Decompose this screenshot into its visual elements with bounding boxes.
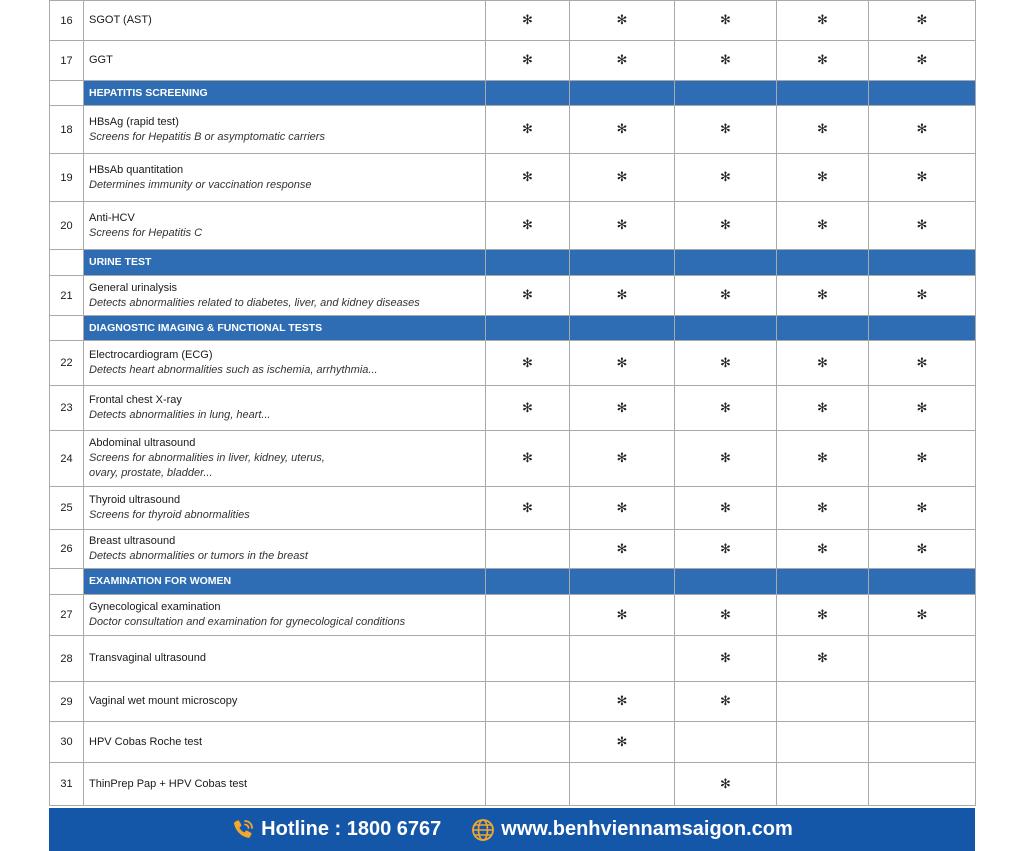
package-1-cell <box>486 386 570 431</box>
row-number: 27 <box>50 595 84 636</box>
package-2-cell <box>570 722 675 763</box>
test-note: Detects heart abnormalities such as ischemia, arrhythmia... <box>89 364 378 376</box>
included-mark-icon: ✻ <box>916 541 928 557</box>
test-note: Screens for abnormalities in liver, kidney, uterus, <box>89 452 325 464</box>
section-fill-cell <box>869 250 976 276</box>
included-mark-icon: ✻ <box>916 500 928 516</box>
package-2-cell <box>570 106 675 154</box>
test-note-continued: ovary, prostate, bladder... <box>89 467 213 479</box>
included-mark-icon: ✻ <box>916 355 928 371</box>
section-fill-cell <box>486 250 570 276</box>
section-header-row <box>50 316 976 341</box>
included-mark-icon: ✻ <box>720 607 731 623</box>
package-2-cell <box>570 487 675 530</box>
included-mark-icon: ✻ <box>616 218 628 233</box>
package-3-cell <box>675 431 777 487</box>
included-mark-icon: ✻ <box>616 607 628 623</box>
package-5-cell <box>869 106 976 154</box>
test-description-cell <box>84 722 486 763</box>
table-row <box>50 386 976 431</box>
package-5-cell <box>869 154 976 202</box>
package-4-cell <box>777 763 869 806</box>
package-1-cell <box>486 487 570 530</box>
row-number: 24 <box>50 431 84 487</box>
table-row <box>50 341 976 386</box>
test-name: SGOT (AST) <box>89 14 152 26</box>
website-text: www.benhviennamsaigon.com <box>501 818 793 840</box>
included-mark-icon: ✻ <box>916 451 928 466</box>
package-4-cell <box>777 682 869 722</box>
package-5-cell <box>869 386 976 431</box>
included-mark-icon: ✻ <box>720 13 731 28</box>
section-fill-cell <box>869 316 976 341</box>
section-number-cell <box>50 250 84 276</box>
section-fill-cell <box>777 250 869 276</box>
section-fill-cell <box>869 81 976 106</box>
included-mark-icon: ✻ <box>720 541 731 557</box>
package-4-cell <box>777 106 869 154</box>
table-row <box>50 487 976 530</box>
included-mark-icon: ✻ <box>522 288 533 303</box>
section-number-cell <box>50 316 84 341</box>
section-fill-cell <box>486 569 570 595</box>
included-mark-icon: ✻ <box>916 122 928 137</box>
section-fill-cell <box>486 81 570 106</box>
included-mark-icon: ✻ <box>616 170 628 185</box>
test-note: Screens for Hepatitis C <box>89 226 203 239</box>
included-mark-icon: ✻ <box>616 288 628 303</box>
table-row <box>50 763 976 806</box>
included-mark-icon: ✻ <box>916 400 928 416</box>
included-mark-icon: ✻ <box>916 218 928 233</box>
test-description-cell <box>84 154 486 202</box>
package-4-cell <box>777 1 869 41</box>
test-description-cell <box>84 530 486 569</box>
package-5-cell <box>869 41 976 81</box>
included-mark-icon: ✻ <box>720 451 731 466</box>
package-4-cell <box>777 154 869 202</box>
included-mark-icon: ✻ <box>720 122 731 137</box>
test-note: Determines immunity or vaccination response <box>89 178 312 191</box>
test-name: Breast ultrasound <box>89 535 176 547</box>
test-description-cell <box>84 763 486 806</box>
section-fill-cell <box>570 569 675 595</box>
row-number: 23 <box>50 386 84 431</box>
package-1-cell <box>486 202 570 250</box>
package-5-cell <box>869 431 976 487</box>
included-mark-icon: ✻ <box>817 355 828 371</box>
included-mark-icon: ✻ <box>616 541 628 557</box>
row-number: 26 <box>50 530 84 569</box>
included-mark-icon: ✻ <box>720 500 731 516</box>
included-mark-icon: ✻ <box>616 694 628 709</box>
globe-icon <box>471 818 495 842</box>
package-5-cell <box>869 202 976 250</box>
section-header-row <box>50 250 976 276</box>
package-5-cell <box>869 595 976 636</box>
included-mark-icon: ✻ <box>916 288 928 303</box>
test-description-cell <box>84 202 486 250</box>
included-mark-icon: ✻ <box>616 500 628 516</box>
included-mark-icon: ✻ <box>616 451 628 466</box>
test-description-cell <box>84 106 486 154</box>
package-2-cell <box>570 386 675 431</box>
section-fill-cell <box>570 316 675 341</box>
row-number: 18 <box>50 106 84 154</box>
test-description-cell <box>84 1 486 41</box>
package-1-cell <box>486 276 570 316</box>
table-row <box>50 106 976 154</box>
package-3-cell <box>675 154 777 202</box>
package-1-cell <box>486 682 570 722</box>
package-5-cell <box>869 341 976 386</box>
included-mark-icon: ✻ <box>817 170 828 185</box>
package-1-cell <box>486 341 570 386</box>
test-name: Vaginal wet mount microscopy <box>89 695 238 707</box>
included-mark-icon: ✻ <box>616 355 628 371</box>
package-4-cell <box>777 431 869 487</box>
included-mark-icon: ✻ <box>522 53 533 68</box>
test-name: General urinalysis <box>89 281 178 294</box>
test-name: Frontal chest X-ray <box>89 394 182 406</box>
section-header-row <box>50 569 976 595</box>
included-mark-icon: ✻ <box>522 400 533 416</box>
package-3-cell <box>675 636 777 682</box>
package-1-cell <box>486 154 570 202</box>
package-3-cell <box>675 1 777 41</box>
section-number-cell <box>50 81 84 106</box>
test-name: GGT <box>89 54 113 66</box>
test-note: Detects abnormalities related to diabetes, liver, and kidney diseases <box>89 296 420 309</box>
included-mark-icon: ✻ <box>522 13 533 28</box>
included-mark-icon: ✻ <box>720 288 731 303</box>
test-name: Thyroid ultrasound <box>89 494 181 506</box>
website-link[interactable] <box>471 818 793 842</box>
package-3-cell <box>675 763 777 806</box>
section-fill-cell <box>570 81 675 106</box>
package-1-cell <box>486 763 570 806</box>
included-mark-icon: ✻ <box>522 451 533 466</box>
test-name: HBsAg (rapid test) <box>89 115 179 128</box>
package-5-cell <box>869 1 976 41</box>
package-3-cell <box>675 530 777 569</box>
package-1-cell <box>486 722 570 763</box>
test-name: Abdominal ultrasound <box>89 437 196 449</box>
package-5-cell <box>869 722 976 763</box>
included-mark-icon: ✻ <box>720 400 731 416</box>
table-body <box>50 1 976 806</box>
included-mark-icon: ✻ <box>720 53 731 68</box>
table-row <box>50 41 976 81</box>
footer-bar <box>49 808 975 851</box>
table-row <box>50 722 976 763</box>
package-2-cell <box>570 431 675 487</box>
section-title: DIAGNOSTIC IMAGING & FUNCTIONAL TESTS <box>84 316 486 341</box>
included-mark-icon: ✻ <box>817 218 828 233</box>
test-note: Screens for Hepatitis B or asymptomatic carriers <box>89 130 325 143</box>
included-mark-icon: ✻ <box>522 500 533 516</box>
package-2-cell <box>570 636 675 682</box>
included-mark-icon: ✻ <box>817 13 828 28</box>
test-note: Detects abnormalities in lung, heart... <box>89 409 271 421</box>
section-fill-cell <box>570 250 675 276</box>
package-2-cell <box>570 530 675 569</box>
package-3-cell <box>675 341 777 386</box>
package-4-cell <box>777 530 869 569</box>
package-5-cell <box>869 763 976 806</box>
included-mark-icon: ✻ <box>720 218 731 233</box>
section-fill-cell <box>777 81 869 106</box>
table-row <box>50 682 976 722</box>
package-5-cell <box>869 487 976 530</box>
test-note: Detects abnormalities or tumors in the breast <box>89 550 308 562</box>
hotline-text: Hotline : 1800 6767 <box>261 818 442 840</box>
included-mark-icon: ✻ <box>616 122 628 137</box>
package-5-cell <box>869 636 976 682</box>
section-fill-cell <box>777 316 869 341</box>
package-table-container <box>49 0 975 806</box>
included-mark-icon: ✻ <box>720 651 731 666</box>
phone-icon <box>231 818 255 842</box>
package-4-cell <box>777 595 869 636</box>
package-4-cell <box>777 722 869 763</box>
test-description-cell <box>84 386 486 431</box>
table-row <box>50 636 976 682</box>
package-3-cell <box>675 106 777 154</box>
included-mark-icon: ✻ <box>916 53 928 68</box>
included-mark-icon: ✻ <box>916 170 928 185</box>
table-row <box>50 1 976 41</box>
table-row <box>50 202 976 250</box>
package-5-cell <box>869 530 976 569</box>
package-4-cell <box>777 202 869 250</box>
test-description-cell <box>84 276 486 316</box>
included-mark-icon: ✻ <box>916 607 928 623</box>
package-3-cell <box>675 202 777 250</box>
package-1-cell <box>486 530 570 569</box>
package-2-cell <box>570 1 675 41</box>
included-mark-icon: ✻ <box>522 122 533 137</box>
included-mark-icon: ✻ <box>522 218 533 233</box>
package-2-cell <box>570 763 675 806</box>
table-row <box>50 431 976 487</box>
included-mark-icon: ✻ <box>616 400 628 416</box>
section-fill-cell <box>777 569 869 595</box>
test-description-cell <box>84 682 486 722</box>
package-4-cell <box>777 636 869 682</box>
package-4-cell <box>777 487 869 530</box>
included-mark-icon: ✻ <box>817 500 828 516</box>
test-description-cell <box>84 341 486 386</box>
test-note: Doctor consultation and examination for gynecological conditions <box>89 616 406 628</box>
section-fill-cell <box>675 250 777 276</box>
included-mark-icon: ✻ <box>817 651 828 666</box>
package-2-cell <box>570 154 675 202</box>
package-2-cell <box>570 595 675 636</box>
package-5-cell <box>869 276 976 316</box>
row-number: 29 <box>50 682 84 722</box>
included-mark-icon: ✻ <box>720 355 731 371</box>
package-2-cell <box>570 41 675 81</box>
row-number: 17 <box>50 41 84 81</box>
package-3-cell <box>675 386 777 431</box>
section-title: EXAMINATION FOR WOMEN <box>84 569 486 595</box>
package-4-cell <box>777 41 869 81</box>
package-3-cell <box>675 41 777 81</box>
package-1-cell <box>486 636 570 682</box>
included-mark-icon: ✻ <box>817 53 828 68</box>
package-4-cell <box>777 341 869 386</box>
package-2-cell <box>570 341 675 386</box>
section-number-cell <box>50 569 84 595</box>
row-number: 19 <box>50 154 84 202</box>
row-number: 28 <box>50 636 84 682</box>
included-mark-icon: ✻ <box>817 541 828 557</box>
hotline[interactable] <box>231 818 441 842</box>
row-number: 22 <box>50 341 84 386</box>
section-header-row <box>50 81 976 106</box>
package-3-cell <box>675 682 777 722</box>
table-row <box>50 154 976 202</box>
package-1-cell <box>486 41 570 81</box>
test-description-cell <box>84 487 486 530</box>
included-mark-icon: ✻ <box>522 355 533 371</box>
section-fill-cell <box>486 316 570 341</box>
package-1-cell <box>486 106 570 154</box>
package-1-cell <box>486 431 570 487</box>
included-mark-icon: ✻ <box>720 170 731 185</box>
test-name: Anti-HCV <box>89 211 135 224</box>
package-1-cell <box>486 595 570 636</box>
section-fill-cell <box>675 81 777 106</box>
included-mark-icon: ✻ <box>817 288 828 303</box>
section-title: URINE TEST <box>84 250 486 276</box>
test-name: Gynecological examination <box>89 601 221 613</box>
package-3-cell <box>675 487 777 530</box>
test-name: Electrocardiogram (ECG) <box>89 349 213 361</box>
section-fill-cell <box>675 569 777 595</box>
included-mark-icon: ✻ <box>817 122 828 137</box>
table-row <box>50 530 976 569</box>
included-mark-icon: ✻ <box>616 734 628 750</box>
row-number: 30 <box>50 722 84 763</box>
row-number: 25 <box>50 487 84 530</box>
test-description-cell <box>84 595 486 636</box>
section-title: HEPATITIS SCREENING <box>84 81 486 106</box>
included-mark-icon: ✻ <box>616 53 628 68</box>
package-2-cell <box>570 276 675 316</box>
package-3-cell <box>675 276 777 316</box>
test-name: ThinPrep Pap + HPV Cobas test <box>89 777 248 790</box>
package-5-cell <box>869 682 976 722</box>
included-mark-icon: ✻ <box>522 170 533 185</box>
test-name: Transvaginal ultrasound <box>89 652 206 664</box>
package-3-cell <box>675 595 777 636</box>
row-number: 31 <box>50 763 84 806</box>
included-mark-icon: ✻ <box>817 451 828 466</box>
test-description-cell <box>84 636 486 682</box>
test-description-cell <box>84 41 486 81</box>
package-2-cell <box>570 202 675 250</box>
package-1-cell <box>486 1 570 41</box>
package-4-cell <box>777 276 869 316</box>
table-row <box>50 595 976 636</box>
row-number: 16 <box>50 1 84 41</box>
section-fill-cell <box>869 569 976 595</box>
included-mark-icon: ✻ <box>817 400 828 416</box>
included-mark-icon: ✻ <box>720 776 731 792</box>
package-table <box>49 0 976 806</box>
section-fill-cell <box>675 316 777 341</box>
test-description-cell <box>84 431 486 487</box>
package-3-cell <box>675 722 777 763</box>
row-number: 20 <box>50 202 84 250</box>
test-name: HPV Cobas Roche test <box>89 735 203 748</box>
package-4-cell <box>777 386 869 431</box>
row-number: 21 <box>50 276 84 316</box>
included-mark-icon: ✻ <box>817 607 828 623</box>
included-mark-icon: ✻ <box>916 13 928 28</box>
table-row <box>50 276 976 316</box>
test-name: HBsAb quantitation <box>89 163 184 176</box>
test-note: Screens for thyroid abnormalities <box>89 509 250 521</box>
included-mark-icon: ✻ <box>720 694 731 709</box>
included-mark-icon: ✻ <box>616 13 628 28</box>
package-2-cell <box>570 682 675 722</box>
